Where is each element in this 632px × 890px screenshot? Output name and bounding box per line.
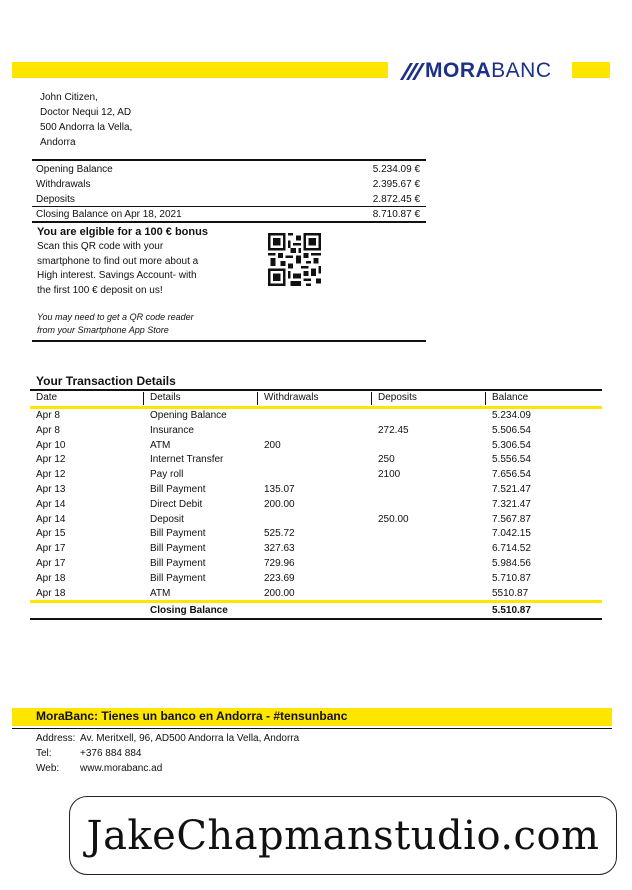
qr-code-icon[interactable] — [268, 233, 321, 286]
row-balance: 7.321.47 — [492, 498, 531, 510]
footer-tagline: MoraBanc: Tienes un banco en Andorra - #tensunbanc — [36, 709, 348, 723]
bonus-title: You are elgible for a 100 € bonus — [37, 226, 208, 238]
row-withdrawal: 729.96 — [264, 558, 295, 569]
row-date: Apr 10 — [36, 439, 66, 451]
column-header-balance: Balance — [492, 392, 529, 403]
header-yellow-bar-right — [572, 62, 610, 78]
row-balance: 5.234.09 — [492, 410, 531, 421]
row-date: Apr 14 — [36, 513, 66, 525]
row-balance: 7.567.87 — [492, 513, 531, 525]
closing-yellow-rule — [30, 600, 602, 603]
row-date: Apr 18 — [36, 587, 66, 599]
row-date: Apr 18 — [36, 572, 66, 584]
customer-name: John Citizen, — [40, 92, 98, 103]
column-header-deposits: Deposits — [378, 392, 417, 403]
row-details: Opening Balance — [150, 410, 227, 421]
row-withdrawal: 200.00 — [264, 498, 295, 510]
deposits-value: 2.872.45 € — [372, 193, 420, 205]
summary-bottom-rule — [32, 221, 426, 223]
tel-value[interactable]: +376 884 884 — [80, 748, 142, 759]
row-balance: 7.521.47 — [492, 484, 531, 495]
row-details: Direct Debit — [150, 498, 203, 510]
watermark-badge — [69, 796, 617, 875]
logo-text-bold: MORA — [425, 59, 492, 82]
row-deposit: 272.45 — [378, 424, 409, 436]
bonus-note-line: You may need to get a QR code reader — [37, 312, 194, 322]
row-withdrawal: 327.63 — [264, 543, 295, 555]
row-balance: 6.714.52 — [492, 543, 531, 555]
logo-text-light: BANC — [491, 59, 552, 82]
closing-balance-value: 8.710.87 € — [372, 208, 420, 220]
morabanc-logo — [399, 56, 552, 86]
deposits-label: Deposits — [36, 193, 75, 205]
bonus-line: the first 100 € deposit on us! — [37, 284, 163, 296]
row-details: Deposit — [150, 513, 184, 525]
row-details: Bill Payment — [150, 558, 206, 569]
row-details: Pay roll — [150, 469, 184, 481]
opening-balance-label: Opening Balance — [36, 163, 113, 175]
customer-city: 500 Andorra la Vella, — [40, 122, 133, 133]
bonus-bottom-rule — [32, 340, 426, 342]
withdrawals-value: 2.395.67 € — [372, 178, 420, 190]
row-date: Apr 12 — [36, 454, 66, 466]
row-balance: 5.556.54 — [492, 454, 531, 466]
header-separator — [485, 392, 486, 405]
row-details: Internet Transfer — [150, 454, 224, 466]
header-separator — [371, 392, 372, 405]
summary-row-opening — [36, 162, 420, 176]
summary-row-closing — [36, 207, 420, 221]
row-withdrawal: 223.69 — [264, 572, 295, 584]
address-label: Address: — [36, 733, 76, 744]
bonus-note-line: from your Smartphone App Store — [37, 325, 169, 335]
row-withdrawal: 135.07 — [264, 484, 295, 495]
row-date: Apr 14 — [36, 498, 66, 510]
row-balance: 5.710.87 — [492, 572, 531, 584]
watermark-text: JakeChapmanstudio.com — [86, 812, 600, 859]
row-date: Apr 17 — [36, 543, 66, 555]
row-details: Bill Payment — [150, 543, 206, 555]
row-date: Apr 13 — [36, 484, 66, 495]
row-details: ATM — [150, 439, 171, 451]
web-link[interactable]: www.morabanc.ad — [80, 763, 163, 774]
table-bottom-rule — [30, 618, 602, 620]
bonus-description — [37, 240, 227, 298]
address-value: Av. Meritxell, 96, AD500 Andorra la Vella, Andorra — [80, 733, 300, 744]
row-deposit: 250.00 — [378, 513, 409, 525]
row-date: Apr 8 — [36, 424, 60, 436]
row-withdrawal: 525.72 — [264, 528, 295, 540]
row-details: Insurance — [150, 424, 194, 436]
bonus-line: Scan this QR code with your — [37, 241, 164, 252]
web-label: Web: — [36, 763, 60, 774]
row-date: Apr 12 — [36, 469, 66, 481]
opening-balance-value: 5.234.09 € — [372, 163, 420, 175]
header-yellow-rule — [30, 406, 602, 409]
table-top-rule — [30, 389, 602, 391]
footer-rule — [12, 728, 612, 729]
header-separator — [257, 392, 258, 405]
row-deposit: 250 — [378, 454, 395, 466]
row-date: Apr 15 — [36, 528, 66, 540]
row-details: Bill Payment — [150, 572, 206, 584]
footer-contact — [36, 731, 299, 776]
row-details: Bill Payment — [150, 528, 206, 540]
transactions-title: Your Transaction Details — [36, 374, 176, 388]
closing-balance-label: Closing Balance — [150, 605, 228, 616]
header-yellow-bar-left — [12, 62, 388, 78]
tel-label: Tel: — [36, 748, 52, 759]
bonus-line: smartphone to find out more about a — [37, 255, 199, 267]
row-deposit: 2100 — [378, 469, 401, 481]
header-separator — [143, 392, 144, 405]
logo-wave-icon — [399, 60, 425, 82]
row-balance: 7.656.54 — [492, 469, 531, 481]
bonus-note — [37, 311, 194, 337]
column-header-withdrawals: Withdrawals — [264, 392, 319, 403]
row-withdrawal: 200 — [264, 439, 281, 451]
summary-top-rule — [32, 159, 426, 161]
customer-country: Andorra — [40, 137, 76, 148]
summary-row-deposits — [36, 192, 420, 206]
closing-balance-value: 5.510.87 — [492, 605, 531, 616]
row-details: ATM — [150, 587, 171, 599]
customer-address — [40, 90, 132, 150]
column-header-details: Details — [150, 392, 181, 403]
customer-street: Doctor Nequi 12, AD — [40, 107, 132, 118]
row-balance: 5.984.56 — [492, 558, 531, 569]
row-details: Bill Payment — [150, 484, 206, 495]
row-balance: 5510.87 — [492, 587, 529, 599]
bonus-line: High interest. Savings Account- with — [37, 270, 197, 281]
summary-row-withdrawals — [36, 177, 420, 191]
column-header-date: Date — [36, 392, 58, 403]
row-balance: 5.306.54 — [492, 439, 531, 451]
row-withdrawal: 200.00 — [264, 587, 295, 599]
row-balance: 5.506.54 — [492, 424, 531, 436]
row-date: Apr 17 — [36, 558, 66, 569]
row-date: Apr 8 — [36, 410, 60, 421]
withdrawals-label: Withdrawals — [36, 178, 91, 190]
row-balance: 7.042.15 — [492, 528, 531, 540]
closing-balance-label: Closing Balance on Apr 18, 2021 — [36, 208, 182, 220]
